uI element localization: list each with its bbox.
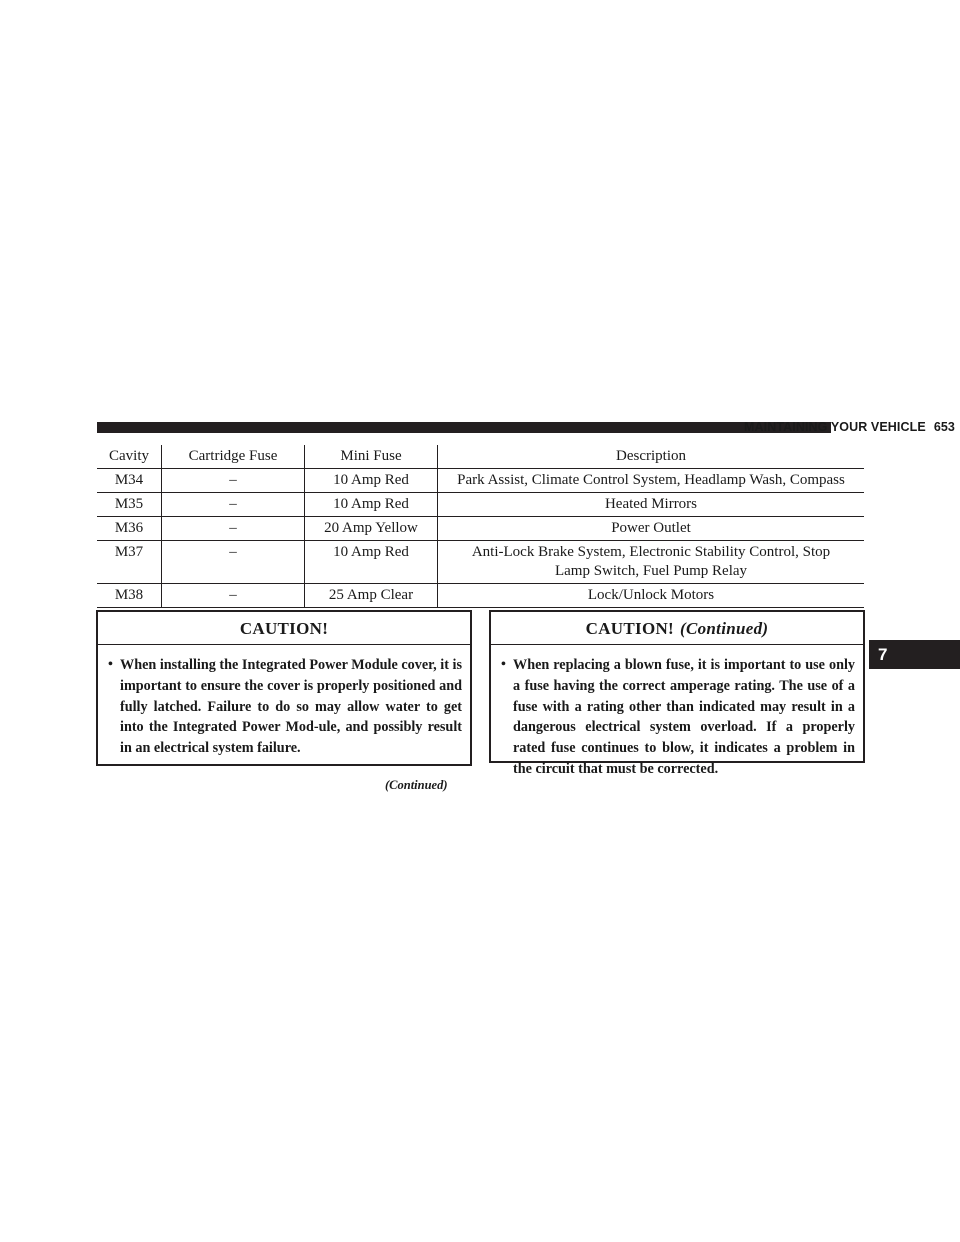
- cell-cartridge-fuse: –: [162, 469, 305, 493]
- caution-box: [96, 610, 472, 766]
- cell-cavity: M35: [97, 493, 162, 517]
- cell-description: Lock/Unlock Motors: [438, 584, 865, 608]
- table-row: [97, 493, 864, 517]
- cell-cartridge-fuse: –: [162, 493, 305, 517]
- column-header-cavity: Cavity: [97, 445, 162, 469]
- table-row: [97, 517, 864, 541]
- cell-description: Power Outlet: [438, 517, 865, 541]
- column-header-mini-fuse: Mini Fuse: [305, 445, 438, 469]
- caution-body: [98, 645, 470, 769]
- cell-cartridge-fuse: –: [162, 517, 305, 541]
- cell-mini-fuse: 10 Amp Red: [305, 541, 438, 584]
- column-header-description: Description: [438, 445, 865, 469]
- section-title: MAINTAINING YOUR VEHICLE: [744, 420, 926, 434]
- header-rule: [97, 422, 831, 433]
- caution-heading-suffix: (Continued): [680, 619, 769, 638]
- cell-description: Heated Mirrors: [438, 493, 865, 517]
- table-row: [97, 469, 864, 493]
- cell-mini-fuse: 25 Amp Clear: [305, 584, 438, 608]
- column-header-cartridge-fuse: Cartridge Fuse: [162, 445, 305, 469]
- table-header-row: [97, 445, 864, 469]
- caution-body: [491, 645, 863, 790]
- caution-title: [98, 612, 470, 645]
- bullet-marker: •: [501, 657, 506, 672]
- cell-mini-fuse: 10 Amp Red: [305, 469, 438, 493]
- table-row: [97, 541, 864, 584]
- cell-cavity: M38: [97, 584, 162, 608]
- fuse-table: [97, 445, 864, 608]
- caution-heading: CAUTION!: [585, 619, 675, 638]
- table-row: [97, 584, 864, 608]
- cell-cavity: M37: [97, 541, 162, 584]
- cell-description: Anti-Lock Brake System, Electronic Stability Control, Stop Lamp Switch, Fuel Pump Relay: [438, 541, 865, 584]
- cell-cavity: M36: [97, 517, 162, 541]
- continued-note: (Continued): [385, 778, 448, 792]
- cell-cartridge-fuse: –: [162, 584, 305, 608]
- bullet-marker: •: [108, 657, 113, 672]
- caution-text: When installing the Integrated Power Module cover, it is important to ensure the cover is properly positioned and fully latched. Failure to do so may allow water to get into the Integrated Power Mod-ule, and possibly result in an electrical system failure.: [120, 657, 462, 757]
- section-tab: 7: [869, 640, 960, 669]
- cell-description: Park Assist, Climate Control System, Headlamp Wash, Compass: [438, 469, 865, 493]
- caution-box-continued: [489, 610, 865, 777]
- cell-cartridge-fuse: –: [162, 541, 305, 584]
- caution-title: [491, 612, 863, 645]
- cell-cavity: M34: [97, 469, 162, 493]
- page-number: 653: [933, 420, 955, 434]
- caution-heading: CAUTION!: [239, 619, 329, 638]
- caution-text: When replacing a blown fuse, it is important to use only a fuse having the correct amperage rating. The use of a fuse with a rating other than indicated may result in a dangerous electrical system overload. If a properly rated fuse continues to blow, it indicates a problem in the circuit that must be corrected.: [513, 657, 855, 777]
- cell-mini-fuse: 10 Amp Red: [305, 493, 438, 517]
- cell-mini-fuse: 20 Amp Yellow: [305, 517, 438, 541]
- running-header: [744, 420, 955, 434]
